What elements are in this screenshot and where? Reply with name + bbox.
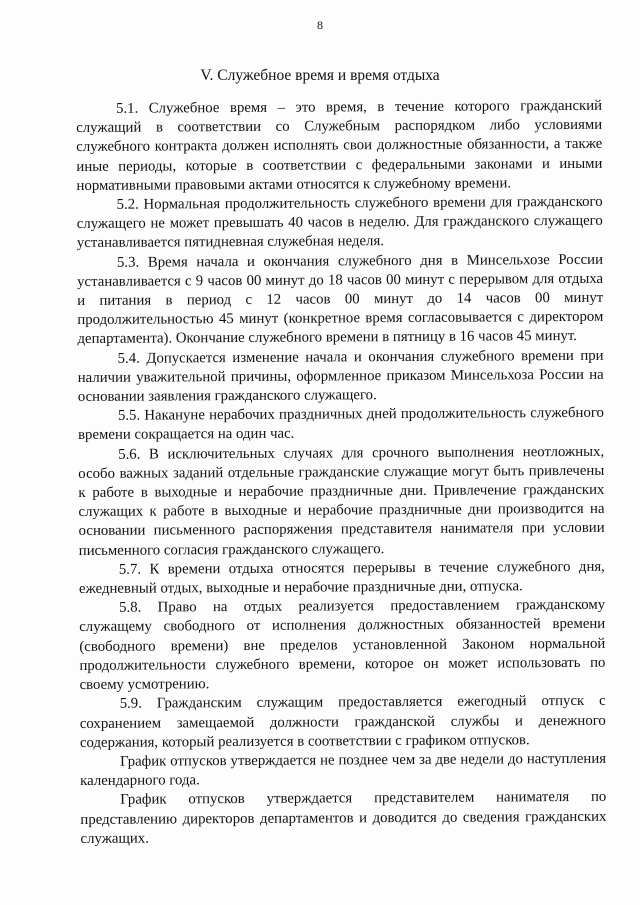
page-number: 8	[317, 18, 323, 32]
paragraph-vacation-schedule-approval: График отпусков утверждается представителем нанимателя по представлению директоров департаментов и доводится до сведения гражданских служащих.	[80, 789, 607, 847]
document-body	[76, 97, 607, 849]
paragraph-5-6: 5.6. В исключительных случаях для срочного выполнения неотложных, особо важных заданий отдельные гражданские служащие могут быть привлечены к работе в выходные и нерабочие праздничные дни. Привлечение гражданских служащих к работе в выходные и нерабочие праздничные дни производится на основании письменного распоряжения представителя нанимателя при условии письменного согласия гражданского служащего.	[78, 443, 605, 559]
paragraph-5-4: 5.4. Допускается изменение начала и окончания служебного времени при наличии уважительной причины, оформленное приказом Минсельхоза России на основании заявления гражданского служащего.	[77, 347, 604, 406]
paragraph-5-3: 5.3. Время начала и окончания служебного дня в Минсельхозе России устанавливается с 9 часов 00 минут до 18 часов 00 минут с перерывом для отдыха и питания в период с 12 часов 00 минут до 14 часов 00 минут продолжительностью 45 минут (конкретное время согласовывается с директором департамента). Окончание служебного времени в пятницу в 16 часов 45 минут.	[77, 251, 604, 348]
paragraph-5-8: 5.8. Право на отдых реализуется предоставлением гражданскому служащему свободного от исполнения должностных обязанностей времени (свободного времени) вне пределов установленной Законом нормальной продолжительности служебного времени, которое он может использовать по своему усмотрению.	[79, 597, 606, 694]
paragraph-5-1: 5.1. Служебное время – это время, в течение которого гражданский служащий в соответствии со Служебным распорядком либо условиями служебного контракта должен исполнять свои должностные обязанности, а также иные периоды, которые в соответствии с федеральными законами и иными нормативными правовыми актами относятся к служебному времени.	[76, 97, 603, 194]
paragraph-vacation-schedule-deadline: График отпусков утверждается не позднее чем за две недели до наступления календарного года.	[80, 750, 607, 790]
paragraph-5-9: 5.9. Гражданским служащим предоставляется ежегодный отпуск с сохранением замещаемой должности гражданской службы и денежного содержания, который реализуется в соответствии с графиком отпусков.	[79, 693, 606, 751]
paragraph-5-2: 5.2. Нормальная продолжительность служебного времени для гражданского служащего не может превышать 40 часов в неделю. Для гражданского служащего устанавливается пятидневная служебная неделя.	[76, 193, 603, 252]
paragraph-5-5: 5.5. Накануне нерабочих праздничных дней продолжительность служебного времени сокращается на один час.	[78, 405, 604, 444]
section-title: V. Служебное время и время отдыха	[200, 67, 440, 84]
paragraph-5-7: 5.7. К времени отдыха относятся перерывы в течение служебного дня, ежедневный отдых, выходные и нерабочие праздничные дни, отпуска.	[78, 558, 605, 598]
